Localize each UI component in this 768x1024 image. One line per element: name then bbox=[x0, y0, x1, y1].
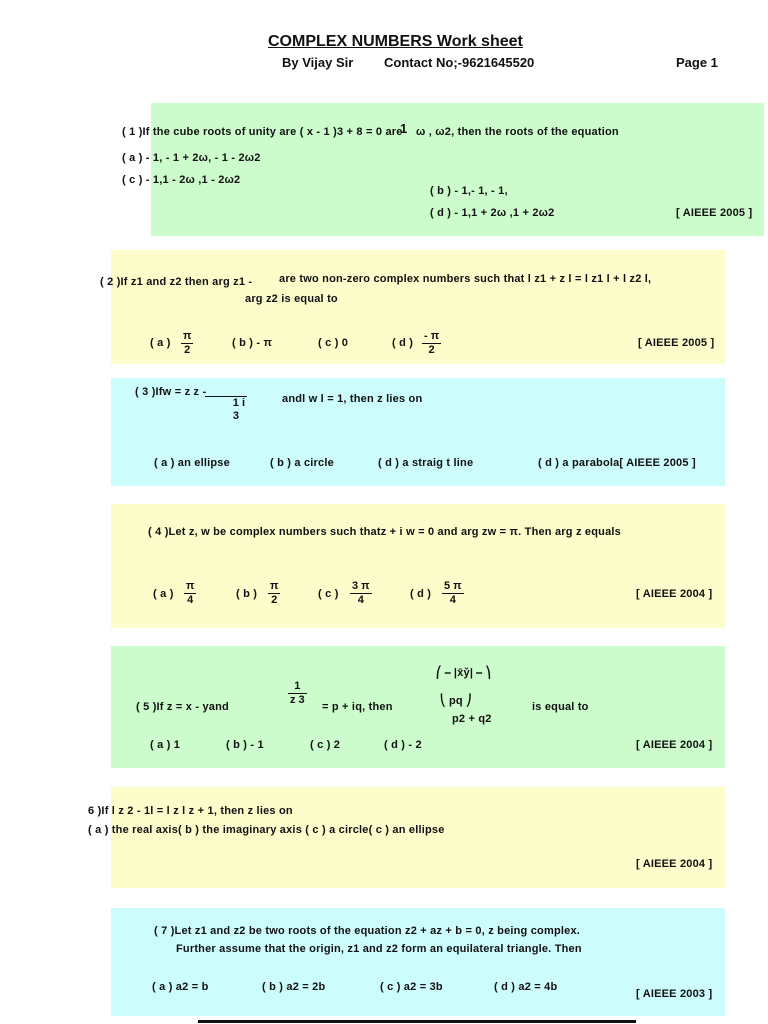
q5-expression-middle: ⎝ pq ⎠ bbox=[440, 695, 472, 707]
worksheet-title: COMPLEX NUMBERS Work sheet bbox=[268, 33, 523, 50]
q1-stem-one: 1 bbox=[400, 121, 408, 136]
q5-expression-denominator: p2 + q2 bbox=[452, 713, 492, 725]
q4-option-a: ( a ) bbox=[153, 588, 174, 600]
q4-option-d-fraction bbox=[442, 580, 464, 607]
q1-stem-tail: ω , ω2, then the roots of the equation bbox=[416, 126, 619, 138]
q1-option-d: ( d ) - 1,1 + 2ω ,1 + 2ω2 bbox=[430, 207, 555, 219]
q5-stem: ( 5 )If z = x - yand bbox=[136, 701, 229, 713]
q7-option-a: ( a ) a2 = b bbox=[152, 981, 209, 993]
question-2-panel bbox=[111, 250, 725, 364]
q2-d-denominator: 2 bbox=[428, 344, 435, 356]
q5-fraction bbox=[288, 680, 307, 707]
q6-stem: 6 )If l z 2 - 1l = l z l z + 1, then z lies on bbox=[88, 805, 293, 817]
q4-option-b-fraction bbox=[268, 580, 280, 607]
q4-option-a-fraction bbox=[184, 580, 196, 607]
q1-stem: ( 1 )If the cube roots of unity are ( x - 1 )3 + 8 = 0 are bbox=[122, 126, 403, 138]
q1-option-c: ( c ) - 1,1 - 2ω ,1 - 2ω2 bbox=[122, 174, 241, 186]
q2-a-numerator: π bbox=[183, 330, 192, 342]
contact-number: Contact No;-9621645520 bbox=[384, 55, 535, 70]
q4-a-numerator: π bbox=[186, 580, 195, 592]
q2-d-numerator: - π bbox=[424, 330, 440, 342]
q2-option-d-fraction bbox=[422, 330, 441, 357]
q3-option-a: ( a ) an ellipse bbox=[154, 457, 230, 469]
q6-reference: [ AIEEE 2004 ] bbox=[636, 858, 713, 870]
q5-reference: [ AIEEE 2004 ] bbox=[636, 739, 713, 751]
q2-option-d: ( d ) bbox=[392, 337, 414, 349]
q5-option-b: ( b ) - 1 bbox=[226, 739, 264, 751]
q7-option-c: ( c ) a2 = 3b bbox=[380, 981, 443, 993]
q5-expression-top: ⎛ ⎯ |x̄y̌| ⎯ ⎞ bbox=[436, 667, 492, 679]
q2-option-b: ( b ) - π bbox=[232, 337, 273, 349]
q4-option-b: ( b ) bbox=[236, 588, 258, 600]
q7-option-d: ( d ) a2 = 4b bbox=[494, 981, 558, 993]
q4-option-d: ( d ) bbox=[410, 588, 432, 600]
q4-reference: [ AIEEE 2004 ] bbox=[636, 588, 713, 600]
question-6-panel bbox=[111, 787, 725, 888]
q3-numerator: 1 i bbox=[205, 396, 247, 410]
q4-d-denominator: 4 bbox=[449, 594, 456, 606]
q1-reference: [ AIEEE 2005 ] bbox=[676, 207, 753, 219]
q3-stem-condition: andl w l = 1, then z lies on bbox=[282, 393, 423, 405]
q2-reference: [ AIEEE 2005 ] bbox=[638, 337, 715, 349]
q2-option-a-fraction bbox=[181, 330, 193, 357]
q5-option-d: ( d ) - 2 bbox=[384, 739, 422, 751]
q4-stem: ( 4 )Let z, w be complex numbers such thatz + i w = 0 and arg zw = π. Then arg z equals bbox=[148, 526, 621, 538]
q7-stem-condition: Further assume that the origin, z1 and z2 form an equilateral triangle. Then bbox=[176, 943, 582, 955]
q7-reference: [ AIEEE 2003 ] bbox=[636, 988, 713, 1000]
q2-stem: ( 2 )If z1 and z2 then arg z1 - bbox=[100, 276, 253, 288]
q3-option-b: ( b ) a circle bbox=[270, 457, 334, 469]
q4-option-c: ( c ) bbox=[318, 588, 339, 600]
page-number: Page 1 bbox=[676, 55, 718, 70]
q7-stem: ( 7 )Let z1 and z2 be two roots of the equation z2 + az + b = 0, z being complex. bbox=[154, 925, 581, 937]
q4-b-numerator: π bbox=[270, 580, 279, 592]
q5-stem-question: is equal to bbox=[532, 701, 589, 713]
q4-a-denominator: 4 bbox=[187, 594, 194, 606]
q4-c-denominator: 4 bbox=[357, 594, 364, 606]
q4-c-numerator: 3 π bbox=[352, 580, 370, 592]
footer-rule bbox=[198, 1020, 636, 1023]
q5-option-a: ( a ) 1 bbox=[150, 739, 181, 751]
q1-option-b: ( b ) - 1,- 1, - 1, bbox=[430, 185, 508, 197]
q4-d-numerator: 5 π bbox=[444, 580, 462, 592]
q2-stem-condition: are two non-zero complex numbers such that l z1 + z l = l z1 l + l z2 l, bbox=[279, 273, 652, 285]
q1-option-a: ( a ) - 1, - 1 + 2ω, - 1 - 2ω2 bbox=[122, 152, 261, 164]
q2-stem-question: arg z2 is equal to bbox=[245, 293, 338, 305]
q2-option-a: ( a ) bbox=[150, 337, 171, 349]
q3-denominator: 3 bbox=[232, 410, 239, 422]
q3-stem: ( 3 )Ifw = z z - bbox=[135, 386, 207, 398]
q5-stem-equation: = p + iq, then bbox=[322, 701, 393, 713]
q2-option-c: ( c ) 0 bbox=[318, 337, 349, 349]
q3-option-d-parabola: ( d ) a parabola[ AIEEE 2005 ] bbox=[538, 457, 696, 469]
q3-option-d-line: ( d ) a straig t line bbox=[378, 457, 474, 469]
q4-b-denominator: 2 bbox=[271, 594, 278, 606]
q6-options: ( a ) the real axis( b ) the imaginary axis ( c ) a circle( c ) an ellipse bbox=[88, 824, 445, 836]
q5-option-c: ( c ) 2 bbox=[310, 739, 341, 751]
q2-a-denominator: 2 bbox=[184, 344, 191, 356]
author-name: By Vijay Sir bbox=[282, 55, 354, 70]
q5-numerator: 1 bbox=[288, 680, 307, 694]
q5-denominator: z 3 bbox=[290, 694, 305, 706]
q3-fraction bbox=[205, 396, 247, 423]
q7-option-b: ( b ) a2 = 2b bbox=[262, 981, 326, 993]
q4-option-c-fraction bbox=[350, 580, 372, 607]
question-4-panel bbox=[111, 504, 725, 628]
